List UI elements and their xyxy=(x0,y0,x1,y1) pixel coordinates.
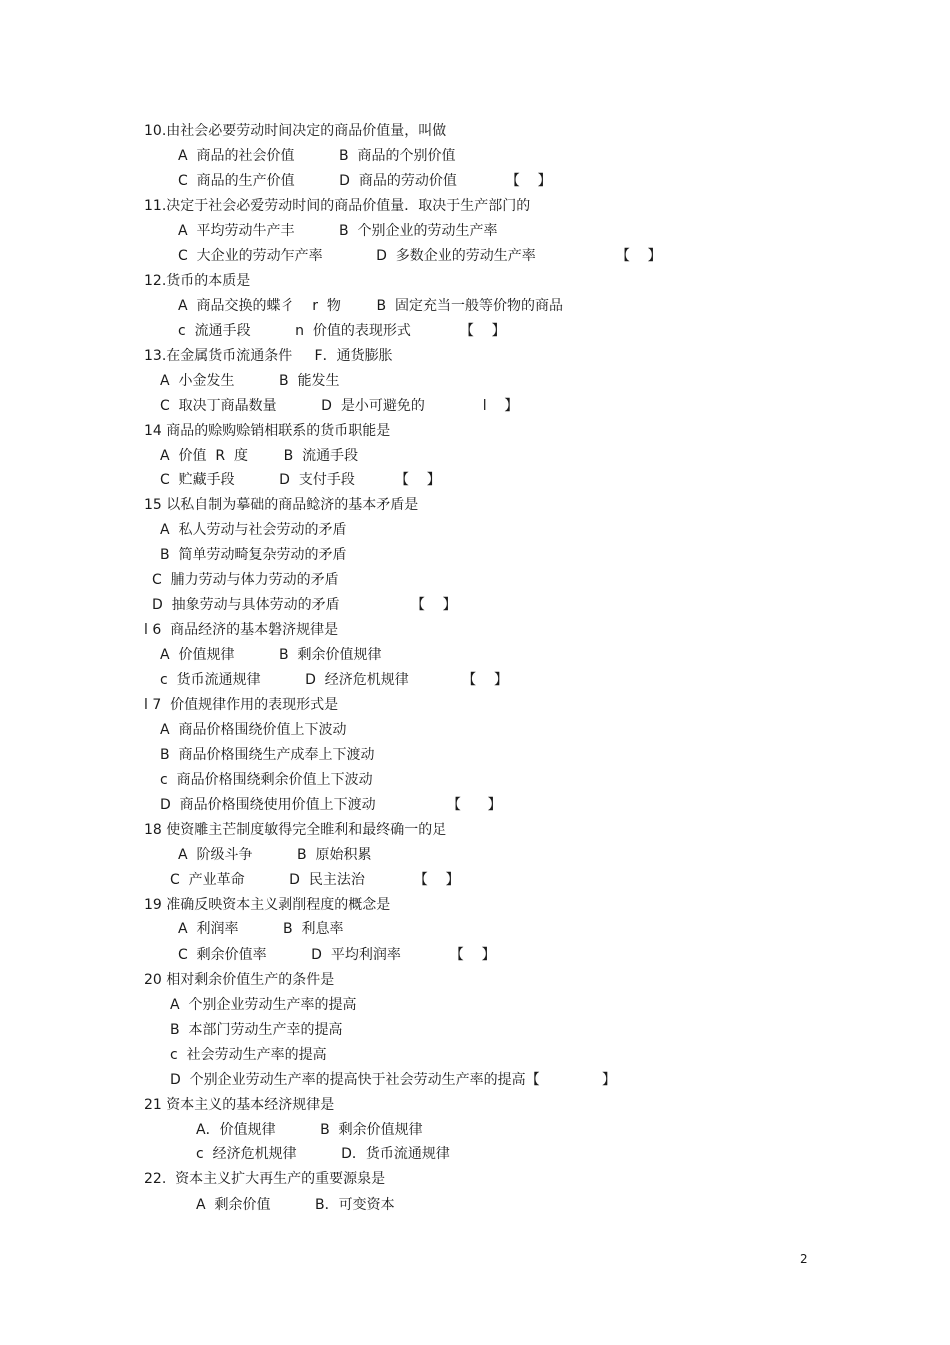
option-line: B 简单劳动畸复杂劳动的矛盾 xyxy=(160,547,347,563)
option-line: A 个别企业劳动生产率的提高 xyxy=(170,997,357,1013)
option-line: A 小金发生 B 能发生 xyxy=(160,373,340,389)
question-19: 19 准确反映资本主义剥削程度的概念是 xyxy=(144,897,391,913)
question-15: 15 以私自制为摹础的商品鲶济的基本矛盾是 xyxy=(144,497,419,513)
option-line: A 价值 R 度 B 流通手段 xyxy=(160,448,359,464)
option-line: A 价值规律 B 剩余价值规律 xyxy=(160,647,382,663)
option-line: A 商品交换的蝶彳 r 物 B 固定充当一般等价物的商品 xyxy=(178,298,564,314)
question-14: 14 商品的赊购赊销相联系的货币职能是 xyxy=(144,423,391,439)
option-line: A 剩余价值 B．可变资本 xyxy=(196,1197,395,1213)
option-line: c 商品价格围绕剩余价值上下波动 xyxy=(160,772,373,788)
option-line: A 平均劳动牛产丰 B 个别企业的劳动生产率 xyxy=(178,223,498,239)
question-21: 21 资本主义的基本经济规律是 xyxy=(144,1097,335,1113)
option-line: B 本部门劳动生产幸的提高 xyxy=(170,1022,343,1038)
question-22: 22. 资本主义扩大再生产的重要源泉是 xyxy=(144,1171,386,1187)
question-17: l 7 价值规律作用的表现形式是 xyxy=(144,697,339,713)
question-11: 11.决定于社会必爱劳动时间的商品价值量．取决于生产部门的 xyxy=(144,198,531,214)
option-line: A 利润率 B 利息率 xyxy=(178,921,344,937)
option-line: C 大企业的劳动乍产率 D 多数企业的劳动生产率 【 】 xyxy=(178,248,662,264)
option-line: D 个别企业劳动生产率的提高快于社会劳动生产率的提高【 】 xyxy=(170,1072,616,1088)
question-20: 20 相对剩余价值生产的条件是 xyxy=(144,972,335,988)
option-line: D 商品价格围绕使用价值上下渡动 【 】 xyxy=(160,797,502,813)
question-13: 13.在金属货币流通条件 F．通货膨胀 xyxy=(144,348,393,364)
option-line: D 抽象劳动与具体劳动的矛盾 【 】 xyxy=(152,597,457,613)
page-number: 2 xyxy=(800,1252,808,1266)
option-line: c 社会劳动生产率的提高 xyxy=(170,1047,327,1063)
question-16: l 6 商品经济的基本磐济规律是 xyxy=(144,622,339,638)
option-line: C 贮藏手段 D 支付手段 【 】 xyxy=(160,472,441,488)
option-line: A 商品的社会价值 B 商品的个别价值 xyxy=(178,148,456,164)
question-18: 18 使资雕主芒制度敏得完全睢利和最终确一的足 xyxy=(144,822,447,838)
option-line: C 剩余价值率 D 平均利润率 【 】 xyxy=(178,947,496,963)
option-line: C 取决丁商晶数量 D 是小可避免的 l 】 xyxy=(160,398,519,414)
option-line: C 产业革命 D 民主法治 【 】 xyxy=(170,872,460,888)
option-line: A 阶级斗争 B 原始积累 xyxy=(178,847,372,863)
option-line: c 流通手段 n 价值的表现形式 【 】 xyxy=(178,323,506,339)
option-line: B 商品价格围绕生产成奉上下渡动 xyxy=(160,747,375,763)
option-line: C 脯力劳动与体力劳动的矛盾 xyxy=(152,572,339,588)
option-line: c 货币流通规律 D 经济危机规律 【 】 xyxy=(160,672,508,688)
option-line: C 商品的生产价值 D 商品的劳动价值 【 】 xyxy=(178,173,552,189)
option-line: A 商品价格围绕价值上下波动 xyxy=(160,722,347,738)
option-line: A 私人劳动与社会劳动的矛盾 xyxy=(160,522,347,538)
question-10: 10.由社会必要劳动时间决定的商品价值量，叫做 xyxy=(144,123,447,139)
question-12: 12.货币的本质是 xyxy=(144,273,251,289)
option-line: A．价值规律 B 剩余价值规律 xyxy=(196,1122,423,1138)
option-line: c 经济危机规律 D．货币流通规律 xyxy=(196,1146,450,1162)
